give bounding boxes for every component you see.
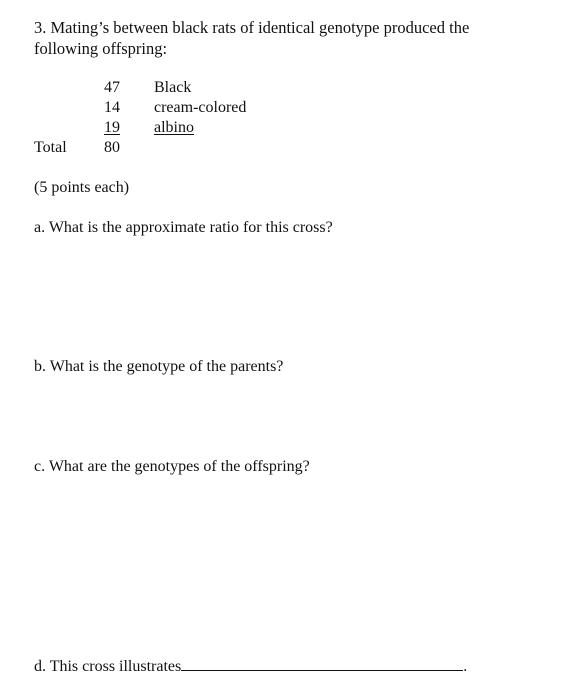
problem-line-1: 3. Mating’s between black rats of identical genotype produced the bbox=[34, 18, 470, 37]
count-cream: 14 bbox=[104, 99, 120, 116]
phenotype-cream: cream-colored bbox=[154, 99, 247, 116]
question-a: a. What is the approximate ratio for this cross? bbox=[34, 219, 333, 236]
phenotype-albino: albino bbox=[154, 119, 194, 136]
question-b: b. What is the genotype of the parents? bbox=[34, 358, 284, 375]
phenotype-black: Black bbox=[154, 79, 192, 96]
total-value: 80 bbox=[104, 139, 120, 156]
question-d bbox=[34, 656, 467, 676]
points-note: (5 points each) bbox=[34, 179, 130, 196]
answer-blank-line bbox=[181, 656, 463, 671]
question-c: c. What are the genotypes of the offspring? bbox=[34, 458, 310, 475]
count-albino: 19 bbox=[104, 119, 120, 136]
problem-line-2: following offspring: bbox=[34, 39, 168, 58]
question-d-period: . bbox=[463, 658, 468, 675]
count-black: 47 bbox=[104, 79, 120, 96]
question-d-text: d. This cross illustrates bbox=[34, 658, 182, 675]
total-label: Total bbox=[34, 139, 67, 156]
